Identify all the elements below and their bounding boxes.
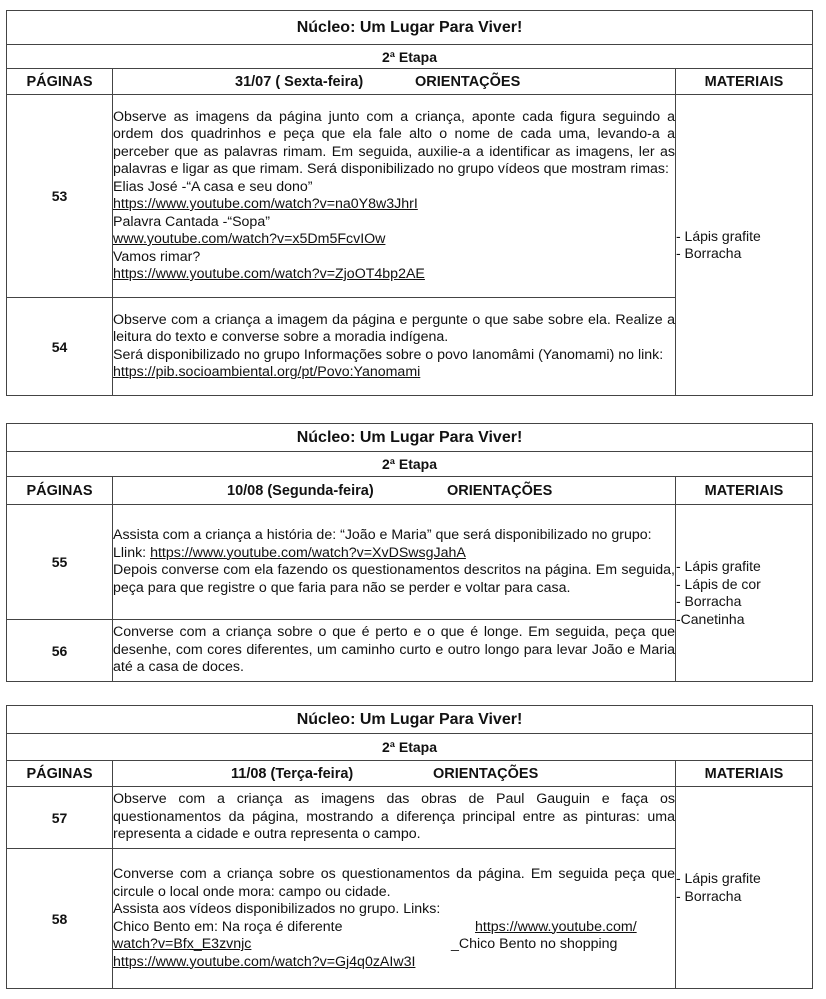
date-label: 10/08 (Segunda-feira) xyxy=(227,482,374,499)
material-item: - Borracha xyxy=(676,887,742,904)
nucleus-title: Núcleo: Um Lugar Para Viver! xyxy=(7,706,813,734)
video-link[interactable]: https://www.youtube.com/watch?v=XvDSwsgJahA xyxy=(150,544,466,561)
video-link[interactable]: https://www.youtube.com/ xyxy=(475,918,637,935)
page-number: 53 xyxy=(7,95,113,298)
material-item: - Borracha xyxy=(676,593,742,609)
nucleus-title: Núcleo: Um Lugar Para Viver! xyxy=(7,424,813,452)
page-number: 58 xyxy=(7,849,113,989)
date-orientation-header xyxy=(113,761,676,787)
stage-label: 2ª Etapa xyxy=(7,452,813,477)
col-pages-header: PÁGINAS xyxy=(7,477,113,505)
page-number: 54 xyxy=(7,298,113,396)
col-materials-header: MATERIAIS xyxy=(676,69,813,95)
page-number: 56 xyxy=(7,620,113,682)
orientation-text: Observe as imagens da página junto com a criança, aponte cada figura seguindo a ordem dos quadrinhos e peça que ela fale alto o nome de cada uma, levando-a a perceber que as palavras rimam. Em seguida, auxilie-a a identificar as imagens, ler as palavras e ligar as que rimam. Será disponibilizado no grupo vídeos que mostram rimas: Elias José -“A casa e seu dono” https://www.youtube.com/watch?v=na0Y8w3JhrI Palavra Cantada -“Sopa” www.youtube.com/watch?v=x5Dm5FcvIOw Vamos rimar? https://www.youtube.com/watch?v=ZjoOT4bp2AE xyxy=(113,95,676,298)
lesson-table-1 xyxy=(6,10,813,396)
page-number: 57 xyxy=(7,787,113,849)
video-link[interactable]: https://www.youtube.com/watch?v=na0Y8w3JhrI xyxy=(113,196,418,212)
materials-list xyxy=(676,787,813,989)
video-link[interactable]: www.youtube.com/watch?v=x5Dm5FcvIOw xyxy=(113,231,386,247)
col-materials-header: MATERIAIS xyxy=(676,477,813,505)
date-label: 31/07 ( Sexta-feira) xyxy=(235,73,364,90)
lesson-table-2 xyxy=(6,423,813,682)
col-pages-header: PÁGINAS xyxy=(7,69,113,95)
col-pages-header: PÁGINAS xyxy=(7,761,113,787)
info-link[interactable]: https://pib.socioambiental.org/pt/Povo:Yanomami xyxy=(113,364,421,380)
orientations-header: ORIENTAÇÕES xyxy=(415,73,521,90)
nucleus-title: Núcleo: Um Lugar Para Viver! xyxy=(7,11,813,45)
video-link[interactable]: watch?v=Bfx_E3zvnjc xyxy=(113,936,252,952)
material-item: - Lápis grafite xyxy=(676,870,761,886)
materials-list xyxy=(676,505,813,682)
material-item: - Borracha xyxy=(676,245,742,261)
orientation-text: Assista com a criança a história de: “João e Maria” que será disponibilizado no grupo: Llink: https://www.youtube.com/watch?v=XvDSwsgJahA Depois converse com ela fazendo os questionamentos descritos na página. Em seguida, peça para que registre o que faria para não se perder e voltar para casa. xyxy=(113,505,676,620)
stage-label: 2ª Etapa xyxy=(7,734,813,761)
orientation-text: Converse com a criança sobre o que é perto e o que é longe. Em seguida, peça que desenhe, com cores diferentes, um caminho curto e outro longo para levar João e Maria até a casa de doces. xyxy=(113,620,676,682)
col-materials-header: MATERIAIS xyxy=(676,761,813,787)
lesson-table-3 xyxy=(6,705,813,989)
orientation-text: Observe com a criança a imagem da página e pergunte o que sabe sobre ela. Realize a leitura do texto e converse sobre a moradia indígena. Será disponibilizado no grupo Informações sobre o povo Ianomâmi (Yanomami) no link: https://pib.socioambiental.org/pt/Povo:Yanomami xyxy=(113,298,676,396)
material-item: -Canetinha xyxy=(676,610,745,627)
video-link[interactable]: https://www.youtube.com/watch?v=Gj4q0zAIw3I xyxy=(113,953,416,970)
orientations-header: ORIENTAÇÕES xyxy=(433,765,539,782)
video-link[interactable]: https://www.youtube.com/watch?v=ZjoOT4bp2AE xyxy=(113,266,425,282)
date-label: 11/08 (Terça-feira) xyxy=(231,765,354,782)
date-orientation-header xyxy=(113,477,676,505)
stage-label: 2ª Etapa xyxy=(7,45,813,69)
orientation-text: Converse com a criança sobre os questionamentos da página. Em seguida peça que circule o local onde mora: campo ou cidade. Assista aos vídeos disponibilizados no grupo. Links: Chico Bento em: Na roça é diferente https://www.youtube.com/ watch?v=Bfx_E3zvnjc _Chico Bento no shopping https://www.youtube.com/watch?v=Gj4q0zAIw3I xyxy=(113,849,676,989)
material-item: - Lápis grafite xyxy=(676,227,761,244)
date-orientation-header xyxy=(113,69,676,95)
materials-list xyxy=(676,95,813,396)
orientations-header: ORIENTAÇÕES xyxy=(447,482,553,499)
material-item: - Lápis grafite xyxy=(676,558,761,574)
orientation-text: Observe com a criança as imagens das obras de Paul Gauguin e faça os questionamentos da página, mostrando a diferença principal entre as pinturas: uma representa a cidade e outra representa o campo. xyxy=(113,787,676,849)
page-number: 55 xyxy=(7,505,113,620)
material-item: - Lápis de cor xyxy=(676,575,761,592)
